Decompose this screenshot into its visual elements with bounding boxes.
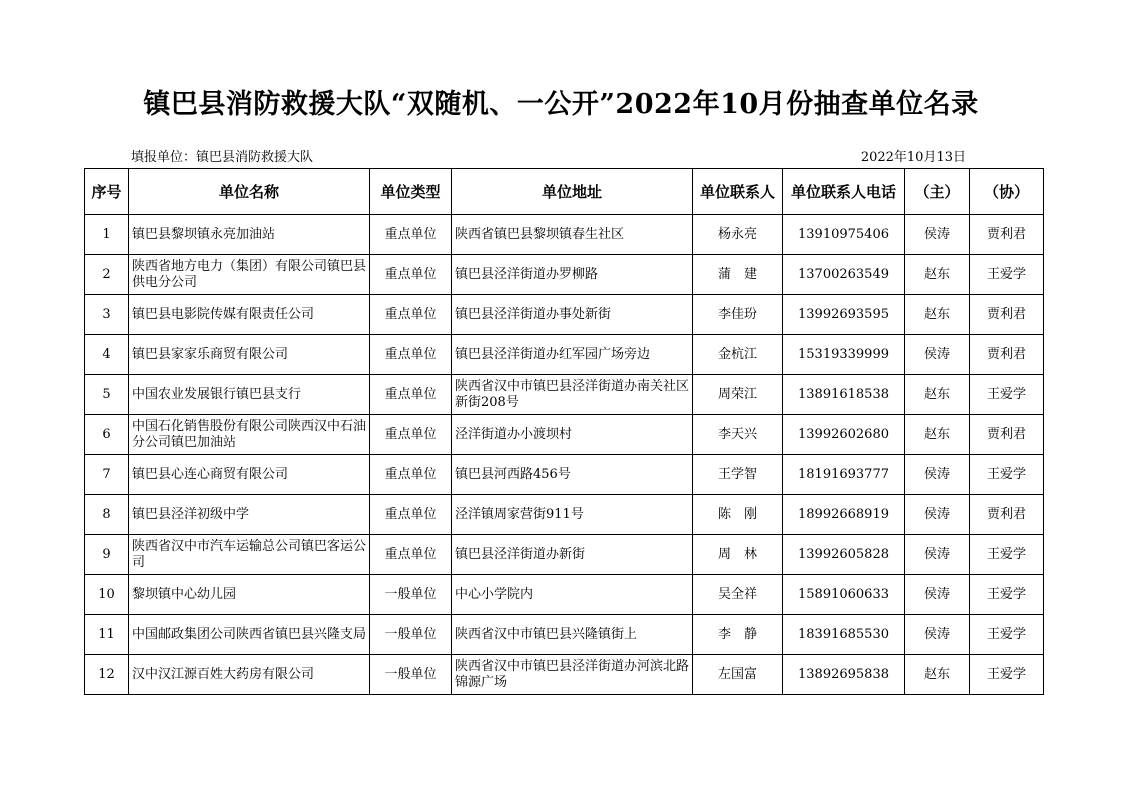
row-unit-name: 中国石化销售股份有限公司陕西汉中石油分公司镇巴加油站: [129, 415, 370, 455]
row-contact: 王学智: [693, 455, 783, 495]
row-seq: 12: [85, 655, 129, 695]
row-contact: 左国富: [693, 655, 783, 695]
table-row: [85, 335, 1044, 375]
row-unit-type: 重点单位: [370, 335, 452, 375]
row-unit-name: 汉中汉江源百姓大药房有限公司: [129, 655, 370, 695]
row-seq: 8: [85, 495, 129, 535]
row-main-inspector: 侯涛: [905, 535, 970, 575]
row-unit-type: 重点单位: [370, 215, 452, 255]
header-row: [85, 169, 1044, 215]
row-unit-type: 一般单位: [370, 655, 452, 695]
row-phone: 13892695838: [783, 655, 905, 695]
row-unit-address: 镇巴县泾洋街道办罗柳路: [452, 255, 693, 295]
report-date: 2022年10月13日: [860, 150, 966, 165]
row-unit-type: 一般单位: [370, 575, 452, 615]
row-unit-type: 重点单位: [370, 255, 452, 295]
row-assist-inspector: 王爱学: [970, 255, 1044, 295]
table-row: [85, 295, 1044, 335]
row-phone: 15319339999: [783, 335, 905, 375]
row-seq: 7: [85, 455, 129, 495]
row-contact: 陈 刚: [693, 495, 783, 535]
row-unit-address: 镇巴县河西路456号: [452, 455, 693, 495]
row-seq: 3: [85, 295, 129, 335]
row-unit-name: 镇巴县黎坝镇永亮加油站: [129, 215, 370, 255]
row-main-inspector: 侯涛: [905, 215, 970, 255]
row-phone: 18992668919: [783, 495, 905, 535]
row-phone: 18191693777: [783, 455, 905, 495]
header-addr: 单位地址: [452, 169, 693, 215]
row-main-inspector: 侯涛: [905, 575, 970, 615]
row-contact: 李天兴: [693, 415, 783, 455]
row-seq: 1: [85, 215, 129, 255]
row-unit-name: 镇巴县电影院传媒有限责任公司: [129, 295, 370, 335]
table-row: [85, 535, 1044, 575]
row-contact: 李佳玢: [693, 295, 783, 335]
row-unit-name: 镇巴县家家乐商贸有限公司: [129, 335, 370, 375]
header-name: 单位名称: [129, 169, 370, 215]
row-seq: 5: [85, 375, 129, 415]
table-row: [85, 375, 1044, 415]
header-assist: （协）: [970, 169, 1044, 215]
row-contact: 李 静: [693, 615, 783, 655]
row-unit-address: 镇巴县泾洋街道办新街: [452, 535, 693, 575]
row-seq: 2: [85, 255, 129, 295]
row-unit-address: 镇巴县泾洋街道办事处新街: [452, 295, 693, 335]
row-unit-address: 泾洋街道办小渡坝村: [452, 415, 693, 455]
row-unit-address: 陕西省汉中市镇巴县兴隆镇街上: [452, 615, 693, 655]
row-main-inspector: 侯涛: [905, 335, 970, 375]
row-assist-inspector: 王爱学: [970, 455, 1044, 495]
row-unit-address: 镇巴县泾洋街道办红军园广场旁边: [452, 335, 693, 375]
row-main-inspector: 赵东: [905, 375, 970, 415]
row-phone: 13992602680: [783, 415, 905, 455]
row-unit-name: 黎坝镇中心幼儿园: [129, 575, 370, 615]
row-assist-inspector: 王爱学: [970, 575, 1044, 615]
row-unit-address: 泾洋镇周家营街911号: [452, 495, 693, 535]
header-seq: 序号: [85, 169, 129, 215]
row-main-inspector: 赵东: [905, 255, 970, 295]
header-phone: 单位联系人电话: [783, 169, 905, 215]
table-row: [85, 215, 1044, 255]
row-unit-type: 重点单位: [370, 495, 452, 535]
row-contact: 吴全祥: [693, 575, 783, 615]
table-row: [85, 455, 1044, 495]
row-main-inspector: 赵东: [905, 415, 970, 455]
row-unit-type: 重点单位: [370, 415, 452, 455]
row-assist-inspector: 贾利君: [970, 495, 1044, 535]
table-row: [85, 495, 1044, 535]
row-assist-inspector: 王爱学: [970, 655, 1044, 695]
row-main-inspector: 侯涛: [905, 615, 970, 655]
row-contact: 周荣江: [693, 375, 783, 415]
row-phone: 15891060633: [783, 575, 905, 615]
row-unit-address: 陕西省镇巴县黎坝镇春生社区: [452, 215, 693, 255]
row-unit-name: 陕西省地方电力（集团）有限公司镇巴县供电分公司: [129, 255, 370, 295]
table-row: [85, 615, 1044, 655]
row-phone: 13910975406: [783, 215, 905, 255]
row-phone: 13992605828: [783, 535, 905, 575]
row-seq: 10: [85, 575, 129, 615]
table-row: [85, 255, 1044, 295]
row-unit-type: 一般单位: [370, 615, 452, 655]
row-unit-name: 镇巴县心连心商贸有限公司: [129, 455, 370, 495]
row-unit-address: 陕西省汉中市镇巴县泾洋街道办南关社区新街208号: [452, 375, 693, 415]
header-contact: 单位联系人: [693, 169, 783, 215]
row-seq: 6: [85, 415, 129, 455]
row-unit-address: 陕西省汉中市镇巴县泾洋街道办河滨北路锦源广场: [452, 655, 693, 695]
table-row: [85, 655, 1044, 695]
row-phone: 18391685530: [783, 615, 905, 655]
row-unit-name: 陕西省汉中市汽车运输总公司镇巴客运公司: [129, 535, 370, 575]
row-phone: 13891618538: [783, 375, 905, 415]
row-assist-inspector: 王爱学: [970, 375, 1044, 415]
row-unit-type: 重点单位: [370, 295, 452, 335]
filler-unit: 填报单位：镇巴县消防救援大队: [131, 150, 314, 165]
row-unit-name: 中国农业发展银行镇巴县支行: [129, 375, 370, 415]
row-phone: 13992693595: [783, 295, 905, 335]
header-main: （主）: [905, 169, 970, 215]
header-type: 单位类型: [370, 169, 452, 215]
table-row: [85, 415, 1044, 455]
row-main-inspector: 侯涛: [905, 495, 970, 535]
row-main-inspector: 赵东: [905, 295, 970, 335]
row-unit-address: 中心小学院内: [452, 575, 693, 615]
row-unit-name: 镇巴县泾洋初级中学: [129, 495, 370, 535]
row-unit-type: 重点单位: [370, 535, 452, 575]
row-seq: 4: [85, 335, 129, 375]
row-assist-inspector: 贾利君: [970, 415, 1044, 455]
row-assist-inspector: 王爱学: [970, 535, 1044, 575]
row-unit-type: 重点单位: [370, 455, 452, 495]
row-main-inspector: 赵东: [905, 655, 970, 695]
row-assist-inspector: 贾利君: [970, 295, 1044, 335]
row-assist-inspector: 贾利君: [970, 215, 1044, 255]
row-seq: 9: [85, 535, 129, 575]
row-seq: 11: [85, 615, 129, 655]
page-title: 镇巴县消防救援大队“双随机、一公开”2022年10月份抽查单位名录: [143, 89, 979, 120]
row-assist-inspector: 贾利君: [970, 335, 1044, 375]
row-contact: 杨永亮: [693, 215, 783, 255]
row-contact: 周 林: [693, 535, 783, 575]
row-assist-inspector: 王爱学: [970, 615, 1044, 655]
table-row: [85, 575, 1044, 615]
row-phone: 13700263549: [783, 255, 905, 295]
row-unit-type: 重点单位: [370, 375, 452, 415]
row-contact: 蒲 建: [693, 255, 783, 295]
row-unit-name: 中国邮政集团公司陕西省镇巴县兴隆支局: [129, 615, 370, 655]
row-main-inspector: 侯涛: [905, 455, 970, 495]
inspection-table: [84, 168, 1044, 695]
row-contact: 金杭江: [693, 335, 783, 375]
